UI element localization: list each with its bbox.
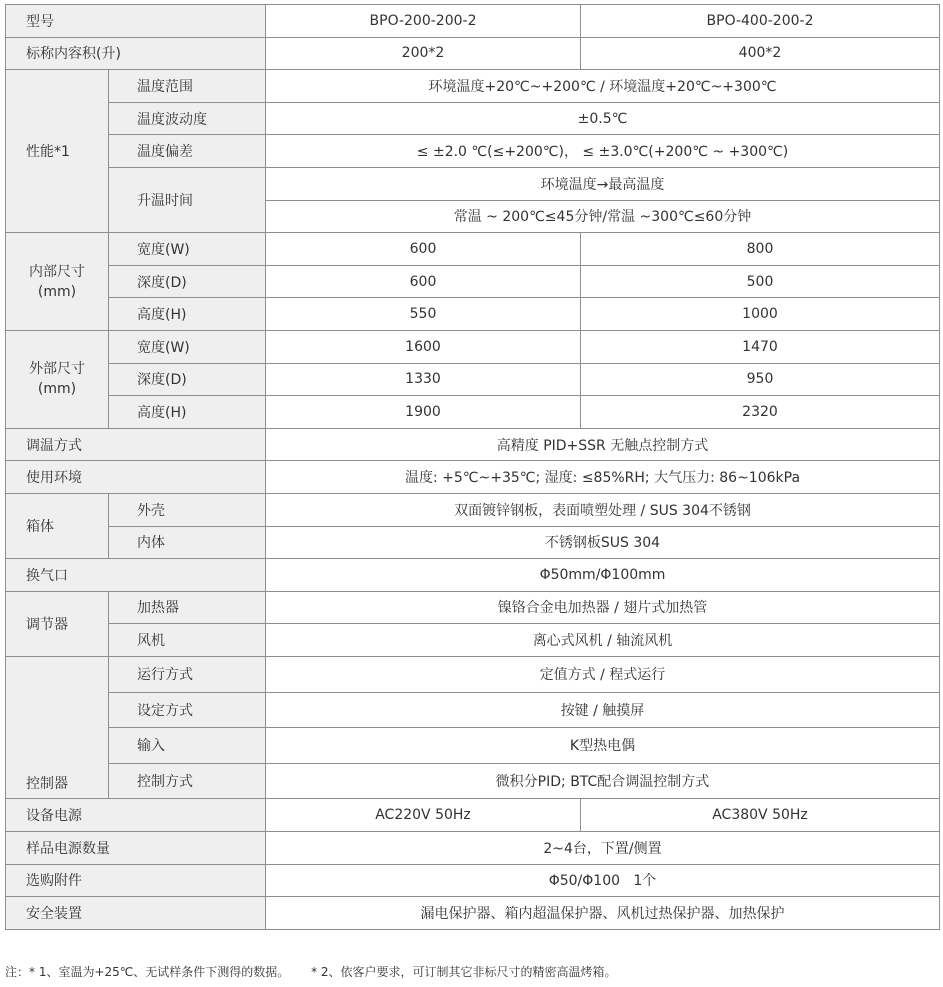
input-value: K型热电偶 — [266, 728, 940, 764]
heatup-line1: 环境温度→最高温度 — [266, 167, 940, 200]
shell-value: 双面镀锌钢板，表面喷塑处理 / SUS 304不锈钢 — [266, 493, 940, 526]
input-label: 输入 — [109, 728, 266, 764]
inner-size-label-2: (mm) — [37, 283, 77, 300]
outer-width-b: 1470 — [581, 330, 940, 363]
sample-power-value: 2~4台，下置/侧置 — [266, 832, 940, 865]
fan-label: 风机 — [109, 624, 266, 657]
table-row — [6, 233, 940, 266]
table-row — [6, 864, 940, 897]
table-row — [6, 832, 940, 865]
outer-width-label: 宽度(W) — [109, 330, 266, 363]
outer-size-label — [6, 330, 109, 428]
sample-power-label: 样品电源数量 — [6, 832, 266, 865]
table-row — [6, 656, 940, 692]
temp-range-value: 环境温度+20℃~+200℃ / 环境温度+20℃~+300℃ — [266, 70, 940, 103]
power-label: 设备电源 — [6, 799, 266, 832]
heatup-line2: 常温 ~ 200℃≤45分钟/常温 ~300℃≤60分钟 — [266, 200, 940, 233]
fan-value: 离心式风机 / 轴流风机 — [266, 624, 940, 657]
power-a: AC220V 50Hz — [266, 799, 581, 832]
table-row — [6, 591, 940, 624]
footnote — [5, 963, 617, 980]
inner-depth-b: 500 — [581, 265, 940, 298]
control-mode-label: 控制方式 — [109, 763, 266, 799]
table-row — [6, 70, 940, 103]
table-row — [6, 428, 940, 461]
table-row — [6, 298, 940, 331]
inner-depth-a: 600 — [266, 265, 581, 298]
temp-control-label: 调温方式 — [6, 428, 266, 461]
capacity-label: 标称内容积(升) — [6, 37, 266, 70]
table-row — [6, 493, 940, 526]
deviation-label: 温度偏差 — [109, 135, 266, 168]
shell-label: 外壳 — [109, 493, 266, 526]
table-row — [6, 102, 940, 135]
capacity-b: 400*2 — [581, 37, 940, 70]
outer-depth-a: 1330 — [266, 363, 581, 396]
table-row — [6, 728, 940, 764]
inner-height-b: 1000 — [581, 298, 940, 331]
outer-size-label-2: (mm) — [37, 381, 77, 398]
inner-body-label: 内体 — [109, 526, 266, 559]
table-row — [6, 330, 940, 363]
inner-height-label: 高度(H) — [109, 298, 266, 331]
vent-value: Φ50mm/Φ100mm — [266, 559, 940, 592]
temp-range-label: 温度范围 — [109, 70, 266, 103]
fluctuation-value: ±0.5℃ — [266, 102, 940, 135]
footnote-1: 注：* 1、室温为+25℃、无试样条件下测得的数据。 — [5, 965, 290, 979]
inner-size-label-1: 内部尺寸 — [29, 263, 85, 280]
regulator-label: 调节器 — [6, 591, 109, 656]
model-b: BPO-400-200-2 — [581, 5, 940, 38]
outer-depth-b: 950 — [581, 363, 940, 396]
table-row — [6, 559, 940, 592]
inner-body-value: 不锈钢板SUS 304 — [266, 526, 940, 559]
table-row — [6, 37, 940, 70]
table-row — [6, 363, 940, 396]
environment-label: 使用环境 — [6, 461, 266, 494]
outer-size-label-1: 外部尺寸 — [29, 361, 85, 378]
table-row — [6, 692, 940, 728]
heatup-label: 升温时间 — [109, 167, 266, 232]
capacity-a: 200*2 — [266, 37, 581, 70]
setting-label: 设定方式 — [109, 692, 266, 728]
inner-width-label: 宽度(W) — [109, 233, 266, 266]
safety-label: 安全装置 — [6, 897, 266, 930]
table-row — [6, 461, 940, 494]
table-row — [6, 526, 940, 559]
model-a: BPO-200-200-2 — [266, 5, 581, 38]
inner-depth-label: 深度(D) — [109, 265, 266, 298]
table-row — [6, 624, 940, 657]
options-label: 选购附件 — [6, 864, 266, 897]
safety-value: 漏电保护器、箱内超温保护器、风机过热保护器、加热保护 — [266, 897, 940, 930]
inner-size-label — [6, 233, 109, 331]
spec-table — [5, 4, 940, 930]
table-row — [6, 897, 940, 930]
table-row — [6, 5, 940, 38]
power-b: AC380V 50Hz — [581, 799, 940, 832]
table-row — [6, 763, 940, 799]
table-row — [6, 265, 940, 298]
run-mode-value: 定值方式 / 程式运行 — [266, 656, 940, 692]
heater-label: 加热器 — [109, 591, 266, 624]
setting-value: 按键 / 触摸屏 — [266, 692, 940, 728]
table-row — [6, 396, 940, 429]
chamber-label: 箱体 — [6, 493, 109, 558]
temp-control-value: 高精度 PID+SSR 无触点控制方式 — [266, 428, 940, 461]
fluctuation-label: 温度波动度 — [109, 102, 266, 135]
heater-value: 镍铬合金电加热器 / 翅片式加热管 — [266, 591, 940, 624]
inner-height-a: 550 — [266, 298, 581, 331]
model-label: 型号 — [6, 5, 266, 38]
outer-height-b: 2320 — [581, 396, 940, 429]
performance-label: 性能*1 — [6, 70, 109, 233]
inner-width-a: 600 — [266, 233, 581, 266]
outer-width-a: 1600 — [266, 330, 581, 363]
environment-value: 温度: +5℃~+35℃; 湿度: ≤85%RH; 大气压力: 86~106kPa — [266, 461, 940, 494]
table-row — [6, 167, 940, 200]
table-row — [6, 799, 940, 832]
options-value: Φ50/Φ100 1个 — [266, 864, 940, 897]
control-mode-value: 微积分PID; BTC配合调温控制方式 — [266, 763, 940, 799]
inner-width-b: 800 — [581, 233, 940, 266]
outer-depth-label: 深度(D) — [109, 363, 266, 396]
outer-height-label: 高度(H) — [109, 396, 266, 429]
outer-height-a: 1900 — [266, 396, 581, 429]
run-mode-label: 运行方式 — [109, 656, 266, 692]
table-row — [6, 135, 940, 168]
deviation-value: ≤ ±2.0 ℃(≤+200℃)， ≤ ±3.0℃(+200℃ ~ +300℃) — [266, 135, 940, 168]
controller-label: 控制器 — [6, 656, 109, 799]
vent-label: 换气口 — [6, 559, 266, 592]
footnote-2: * 2、依客户要求，可订制其它非标尺寸的精密高温烤箱。 — [311, 965, 617, 979]
